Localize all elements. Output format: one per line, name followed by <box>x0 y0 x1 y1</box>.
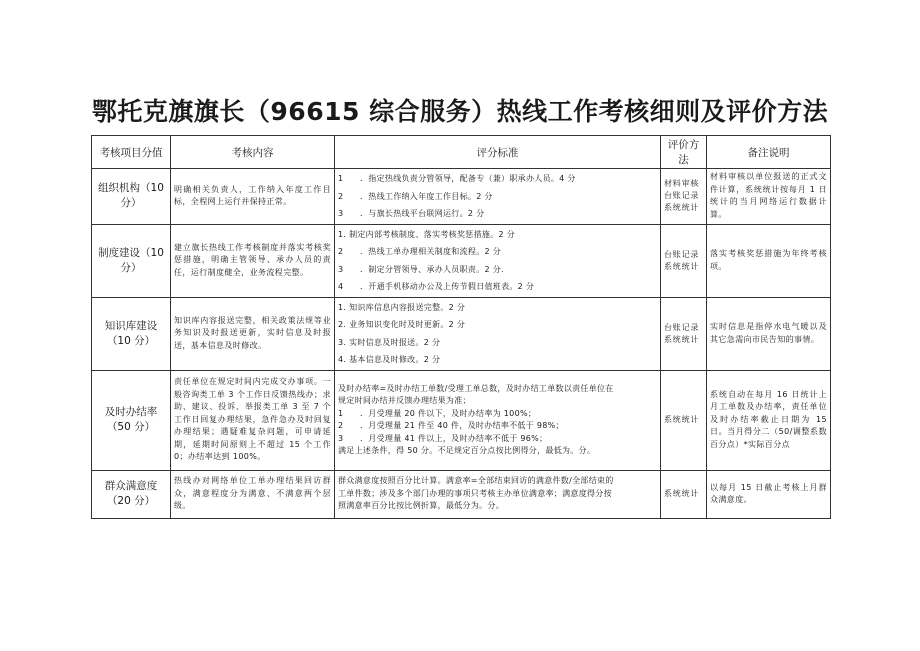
row-note: 实时信息是指停水电气暖以及其它急需向市民告知的事情。 <box>707 297 831 370</box>
assessment-table <box>91 135 831 519</box>
standard-line: 规定时间办结并反馈办理结果为准； <box>338 396 471 405</box>
row-note: 系统自动在每月 16 日统计上月工单数及办结率，责任单位及时办结率截止日期为 15 日。当月得分二（50/调整系数百分点）*实际百分点 <box>707 370 831 470</box>
document-title: 鄂托克旗旗长（96615 综合服务）热线工作考核细则及评价方法 <box>91 97 829 126</box>
header-content: 考核内容 <box>171 136 335 169</box>
table-row <box>92 297 831 370</box>
row-method: 台账记录系统统计 <box>661 297 707 370</box>
header-note: 备注说明 <box>707 136 831 169</box>
row-content: 明确相关负责人，工作纳入年度工作目标，全程网上运行并保持正常。 <box>171 169 335 225</box>
row-note: 以每月 15 日截止考核上月群众满意度。 <box>707 470 831 518</box>
row-method: 系统统计 <box>661 470 707 518</box>
header-method: 评价方法 <box>661 136 707 169</box>
row-content: 建立旗长热线工作考核制度并落实考核奖惩措施，明确主管领导、承办人员的责任，运行制度健全，业务流程完整。 <box>171 224 335 297</box>
standard-line: 2 ．热线工单办理相关制度和流程。2 分 <box>338 247 502 256</box>
table-row <box>92 370 831 470</box>
row-content: 热线办对网络单位工单办理结果回访群众，满意程度分为满意、不满意两个层级。 <box>171 470 335 518</box>
row-standards <box>335 297 661 370</box>
standard-line: 满足上述条件，得 50 分。不足规定百分点按比例得分，最低为。分。 <box>338 446 596 455</box>
standard-line: 工单件数；涉及多个部门办理的事项只考核主办单位满意率；满意度得分按 <box>338 488 612 498</box>
table-header-row <box>92 136 831 169</box>
row-standards <box>335 470 661 518</box>
standard-line: 3. 实时信息及时报送。2 分 <box>338 337 441 347</box>
table-row <box>92 470 831 518</box>
standard-line: 1 ．指定热线负责分管领导，配备专（兼）职承办人员。4 分 <box>338 174 576 183</box>
row-item: 及时办结率（50 分） <box>92 370 171 470</box>
row-method: 台账记录系统统计 <box>661 224 707 297</box>
row-content: 责任单位在规定时间内完成交办事项。一般咨询类工单 3 个工作日反馈热线办；求助、建议、投诉、举报类工单 3 至 7 个工作日回复办理结果，急件急办及时回复办理结果；遇疑难复杂问题，可申请延期，延期时间原则上不超过 15 个工作 0；办结率达到 100%。 <box>171 370 335 470</box>
standard-line: 1. 制定内部考核制度、落实考核奖惩措施。2 分 <box>338 229 516 239</box>
row-item: 群众满意度（20 分） <box>92 470 171 518</box>
standard-line: 3 ．与旗长热线平台联网运行。2 分 <box>338 209 485 218</box>
row-note: 落实考核奖惩措施为年终考核项。 <box>707 224 831 297</box>
row-standards <box>335 370 661 470</box>
row-item: 知识库建设（10 分） <box>92 297 171 370</box>
row-item: 组织机构（10 分） <box>92 169 171 225</box>
row-method: 材料审核台账记录系统统计 <box>661 169 707 225</box>
standard-line: 4 ．开通手机移动办公及上传节假日值班表。2 分 <box>338 282 535 291</box>
table-row <box>92 169 831 225</box>
standard-line: 2 ．月受理量 21 件至 40 件，及时办结率不低于 98%； <box>338 421 564 430</box>
row-item: 制度建设（10 分） <box>92 224 171 297</box>
row-content: 知识库内容报送完整，相关政策法规等业务知识及时报送更新，实时信息及时报送，基本信息及时修改。 <box>171 297 335 370</box>
standard-line: 3 ．制定分管领导、承办人员职责。2 分. <box>338 264 504 274</box>
row-method: 系统统计 <box>661 370 707 470</box>
standard-line: 3 ．月受理量 41 件以上，及时办结率不低于 96%； <box>338 433 548 443</box>
header-standard: 评分标准 <box>335 136 661 169</box>
header-item: 考核项目分值 <box>92 136 171 169</box>
standard-line: 1. 知识库信息内容报送完整。2 分 <box>338 302 466 312</box>
standard-line: 照满意率百分比按比例折算，最低分为。分。 <box>338 501 504 511</box>
standard-line: 及时办结率=及时办结工单数/受理工单总数，及时办结工单数以责任单位在 <box>338 383 614 393</box>
standard-line: 2 ．热线工作纳入年度工作目标。2 分 <box>338 191 493 201</box>
standard-line: 2. 业务知识变化时及时更新。2 分 <box>338 320 466 329</box>
row-note: 材料审核以单位报送的正式文件计算，系统统计按每月 1 日统计的当月网络运行数据计算。 <box>707 169 831 225</box>
standard-line: 群众满意度按照百分比计算。满意率=全部结束回访的满意件数/全部结束的 <box>338 476 614 486</box>
standard-line: 4. 基本信息及时修改。2 分 <box>338 355 441 364</box>
standard-line: 1 ．月受理量 20 件以下，及时办结率为 100%； <box>338 408 537 418</box>
table-row <box>92 224 831 297</box>
row-standards <box>335 224 661 297</box>
row-standards <box>335 169 661 225</box>
